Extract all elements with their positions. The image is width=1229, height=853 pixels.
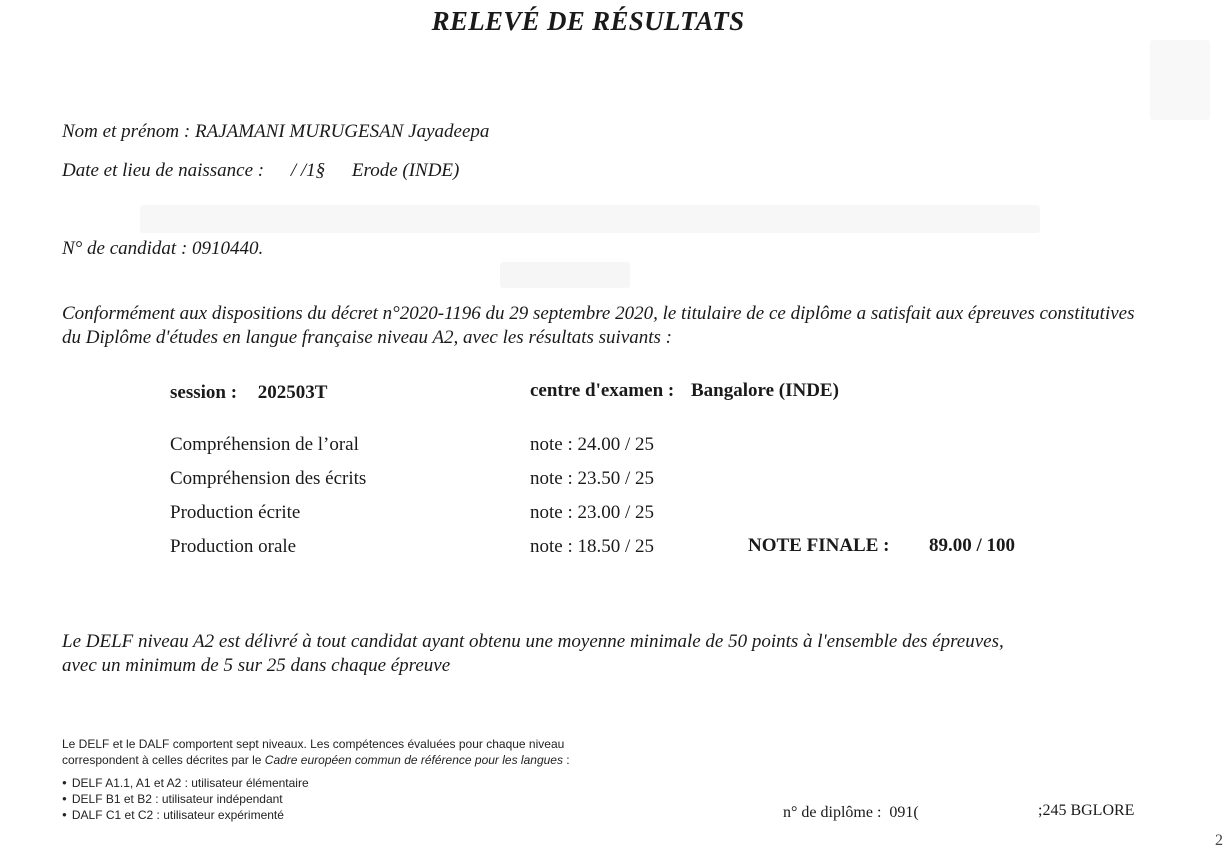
session-label: session :	[170, 382, 238, 403]
candidate-number-value: 0910440.	[192, 238, 264, 259]
diploma-label: n° de diplôme :	[783, 804, 882, 821]
diploma-value-start: 091(	[889, 804, 919, 821]
final-value: 89.00 / 100	[929, 535, 1016, 556]
ghost-band-3	[1150, 40, 1210, 120]
name-row	[62, 121, 489, 143]
result-subject: Compréhension des écrits	[170, 468, 367, 489]
corner-mark: 2	[1215, 832, 1223, 849]
intro-line-2: du Diplôme d'études en langue française niveau A2, avec les résultats suivants :	[62, 327, 673, 348]
session-row	[170, 382, 327, 404]
result-subject: Production orale	[170, 536, 297, 557]
result-note: note : 18.50 / 25	[530, 536, 655, 557]
result-note: note : 23.50 / 25	[530, 468, 655, 489]
diploma-number-row	[783, 804, 919, 822]
centre-row	[530, 380, 839, 402]
birth-date: / /1§	[290, 160, 326, 181]
centre-value: Bangalore (INDE)	[690, 380, 839, 401]
birth-row	[62, 160, 459, 182]
page-title: RELEVÉ DE RÉSULTATS	[431, 6, 745, 36]
candidate-number-label: N° de candidat :	[62, 238, 188, 259]
name-label: Nom et prénom :	[62, 121, 191, 142]
intro-paragraph	[62, 302, 1134, 350]
birth-label: Date et lieu de naissance :	[62, 160, 265, 181]
footnote-line-1: Le DELF et le DALF comportent sept niveaux. Les compétences évaluées pour chaque niveau	[62, 737, 565, 751]
result-subject: Compréhension de l’oral	[170, 434, 359, 455]
level-item: ● DALF C1 et C2 : utilisateur expérimenté	[62, 808, 570, 824]
level-item: ● DELF B1 et B2 : utilisateur indépendant	[62, 792, 570, 808]
rule-paragraph	[62, 630, 1004, 678]
ghost-band-2	[500, 262, 630, 288]
ghost-band-1	[140, 205, 1040, 233]
result-subject: Production écrite	[170, 502, 301, 523]
centre-label: centre d'examen :	[530, 380, 675, 401]
name-value: RAJAMANI MURUGESAN Jayadeepa	[194, 121, 490, 142]
result-note: note : 23.00 / 25	[530, 502, 655, 523]
candidate-number-row	[62, 238, 263, 260]
diploma-value-end: ;245 BGLORE	[1038, 802, 1135, 819]
rule-line-1: Le DELF niveau A2 est délivré à tout candidat ayant obtenu une moyenne minimale de 50 points à l'ensemble des épreuves,	[62, 631, 1004, 652]
rule-line-2: avec un minimum de 5 sur 25 dans chaque épreuve	[62, 655, 451, 676]
footnote	[62, 736, 570, 824]
session-value: 202503T	[257, 382, 328, 403]
birth-place: Erode (INDE)	[351, 160, 460, 181]
intro-line-1: Conformément aux dispositions du décret n°2020-1196 du 29 septembre 2020, le titulaire de ce diplôme a satisfait aux épreuves constitutives	[62, 303, 1135, 324]
result-note: note : 24.00 / 25	[530, 434, 655, 455]
level-item: ● DELF A1.1, A1 et A2 : utilisateur élémentaire	[62, 776, 570, 792]
final-label: NOTE FINALE :	[748, 535, 890, 556]
footnote-line-2: correspondent à celles décrites par le Cadre européen commun de référence pour les langues :	[62, 753, 570, 767]
